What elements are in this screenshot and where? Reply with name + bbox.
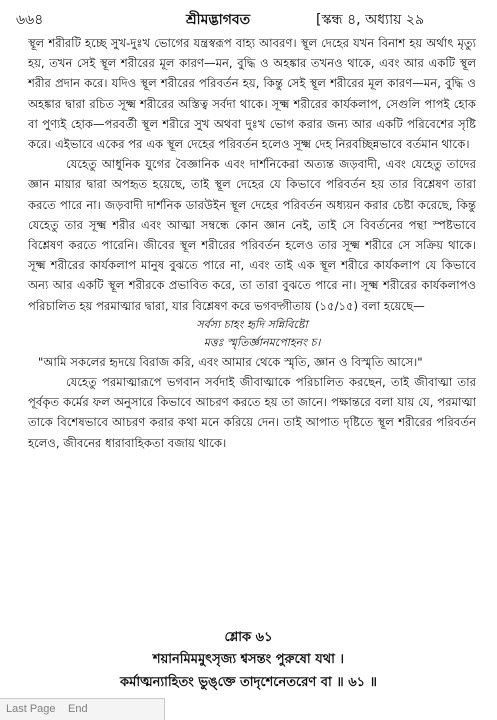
- page-number: ৬৬৪: [16, 12, 44, 28]
- quoted-verse-line-2: মত্তঃ স্মৃতির্জ্ঞানমপোহনং চ।: [203, 335, 321, 349]
- page-header: [0, 4, 497, 32]
- quoted-verse-line-1: সর্বস্য চাহং হৃদি সন্নিবিষ্টো: [196, 317, 308, 331]
- quoted-verse: [28, 316, 476, 352]
- paragraph-3: যেহেতু পরমাত্মারূপে ভগবান সর্বদাই জীবাত্মাকে পরিচালিত করছেন, তাই জীবাত্মা তার পূর্বকৃত কর্মের ফল অনুসারে কিভাবে আচরণ করতে হয় তা জানে। পক্ষান্তরে বলা যায় যে, পরমাত্মা তাকে বিশেষভাবে আচরণ করার কথা মনে করিয়ে দেন। তাই আপাত দৃষ্টিতে স্থূল শরীরের পরিবর্তন হলেও, জীবনের ধারাবাহিকতা বজায় থাকে।: [28, 375, 476, 450]
- paragraph-1: স্থূল শরীরটি হচ্ছে সুখ-দুঃখ ভোগের যন্ত্রস্বরূপ বাহ্য আবরণ। স্থূল দেহের যখন বিনাশ হয় অর্থাৎ মৃত্যু হয়, তখন সেই স্থূল শরীরের মূল কারণ—মন, বুদ্ধি ও অহঙ্কার তখনও থাকে, এবং আর একটি স্থূল শরীর প্রদান করে। যদিও স্থূল শরীরের পরিবর্তন হয়, কিন্তু সেই স্থূল শরীরের মূল কারণ—মন, বুদ্ধি ও অহঙ্কার দ্বারা রচিত সূক্ষ্ম শরীরের অস্তিত্ব সর্বদা থাকে। সূক্ষ্ম শরীরের কার্যকলাপ, সেগুলি পাপই হোক বা পুণ্যই হোক—পরবর্তী স্থূল শরীরে সুখ অথবা দুঃখ ভোগ করার জন্য আর একটি পরিবেশের সৃষ্টি করে। এইভাবে একের পর এক স্থূল দেহের পরিবর্তন হলেও সূক্ষ্ম দেহ নিরবচ্ছিন্নভাবে বর্তমান থাকে।: [28, 36, 476, 152]
- paragraph-2: যেহেতু আধুনিক যুগের বৈজ্ঞানিক এবং দার্শনিকেরা অত্যন্ত জড়বাদী, এবং যেহেতু তাদের জ্ঞান মায়ার দ্বারা অপহৃত হয়েছে, তাই স্থূল দেহের যে কিভাবে পরিবর্তন হয় তার বিশ্লেষণ তারা করতে পারে না। জড়বাদী দার্শনিক ডারউইন স্থূল দেহের পরিবর্তন অধ্যয়ন করার চেষ্টা করেছে, কিন্তু যেহেতু তার সূক্ষ্ম শরীর এবং আত্মা সম্বন্ধে কোন জ্ঞান নেই, তাই সে বিবর্তনের পন্থা স্পষ্টভাবে বিশ্লেষণ করতে পারেনি। জীবের স্থূল শরীরের পরিবর্তন হলেও তার সূক্ষ্ম শরীরে সে সক্রিয় থাকে। সূক্ষ্ম শরীরের কার্যকলাপ মানুষ বুঝতে পারে না, এবং তাই এক স্থূল শরীরে কার্যকলাপ যে কিভাবে অন্য আর একটি স্থূল শরীরকে প্রভাবিত করে, তা তারা বুঝতে পারে না। সূক্ষ্ম শরীরের কার্যকলাপও পরিচালিত হয় পরমাত্মার দ্বারা, যার বিশ্লেষণ করে ভগবদ্গীতায় (১৫/১৫) বলা হয়েছে—: [28, 157, 476, 313]
- page-body: [28, 33, 476, 453]
- last-page-link[interactable]: Last Page: [6, 703, 56, 715]
- verse-translation-quote: "আমি সকলের হৃদয়ে বিরাজ করি, এবং আমার থেকে স্মৃতি, জ্ঞান ও বিস্মৃতি আসে।": [38, 354, 423, 369]
- shloka-verse: [20, 648, 477, 694]
- shloka-title: শ্লোক ৬১: [224, 630, 273, 645]
- book-title: শ্রীমদ্ভাগবত: [186, 12, 251, 28]
- chapter-reference: [স্কন্ধ ৪, অধ্যায় ২৯: [316, 12, 425, 28]
- shloka-line-2: কর্মাত্মন্যাহিতং ভুঙ্‌ক্তে তাদৃশেনেতরেণ বা ॥ ৬১ ॥: [120, 675, 377, 690]
- page-navigation-bar: [0, 698, 165, 720]
- shloka-line-1: শয়ানমিমমুৎসৃজ্য শ্বসন্তং পুরুষো যথা ।: [152, 652, 345, 667]
- end-link[interactable]: End: [68, 703, 88, 715]
